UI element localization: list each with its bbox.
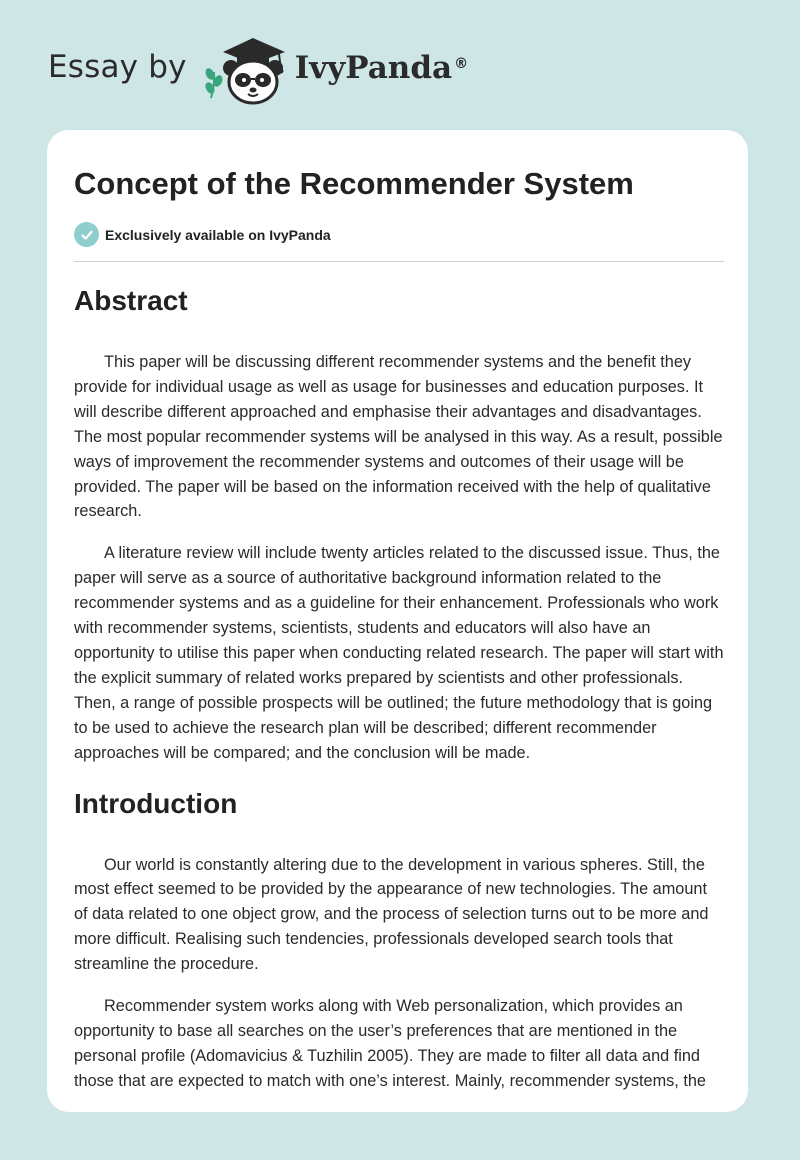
exclusive-badge-label: Exclusively available on IvyPanda	[105, 226, 331, 243]
leaf-icon	[203, 67, 224, 98]
section-heading: Introduction	[74, 787, 238, 819]
title-divider	[74, 261, 724, 262]
section-introduction	[74, 783, 724, 1094]
paragraph: Recommender system works along with Web personalization, which provides an opportunity to base all searches on the user’s preferences that are mentioned in the personal profile (Adomavicius & Tuzhilin 2005). They are made to filter all data and find those that are expected to match with one’s interest. Mainly, recommender systems, the	[74, 997, 706, 1090]
page-title: Concept of the Recommender System	[74, 166, 634, 201]
brand-name: IvyPanda	[294, 50, 453, 86]
exclusive-badge	[74, 222, 331, 247]
checkmark-icon	[74, 222, 99, 247]
essay-body	[74, 280, 724, 1111]
paragraph: A literature review will include twenty articles related to the discussed issue. Thus, the paper will serve as a source of authoritative background information related to the recommender systems and as a guideline for their enhancement. Professionals who work with recommender systems, scientists, students and educators will also have an opportunity to utilise this paper when conducting related research. The paper will start with the explicit summary of related works prepared by scientists and other professionals. Then, a range of possible prospects will be outlined; the future methodology that is going to be used to achieve the research plan will be described; different recommender approaches will be compared; and the conclusion will be made.	[74, 544, 724, 762]
section-heading: Abstract	[74, 285, 188, 316]
section-abstract	[74, 280, 724, 766]
brand-header	[48, 34, 468, 106]
paragraph: Our world is constantly altering due to the development in various spheres. Still, the most effect seemed to be provided by the appearance of new technologies. The amount of data related to one object grow, and the process of selection turns out to be more and more difficult. Realising such tendencies, professionals developed search tools that streamline the procedure.	[74, 855, 709, 974]
paragraph: This paper will be discussing different recommender systems and the benefit they provide for individual usage as well as usage for businesses and education purposes. It will describe different approached and emphasise their advantages and disadvantages. The most popular recommender systems will be analysed in this way. As a result, possible ways of improvement the recommender systems and outcomes of their usage will be provided. The paper will be based on the information received with the help of qualitative research.	[74, 353, 723, 521]
panda-logo-icon[interactable]	[201, 34, 293, 106]
essay-card	[47, 130, 748, 1112]
brand-prefix: Essay by	[48, 49, 187, 85]
registered-mark: ®	[454, 56, 469, 72]
